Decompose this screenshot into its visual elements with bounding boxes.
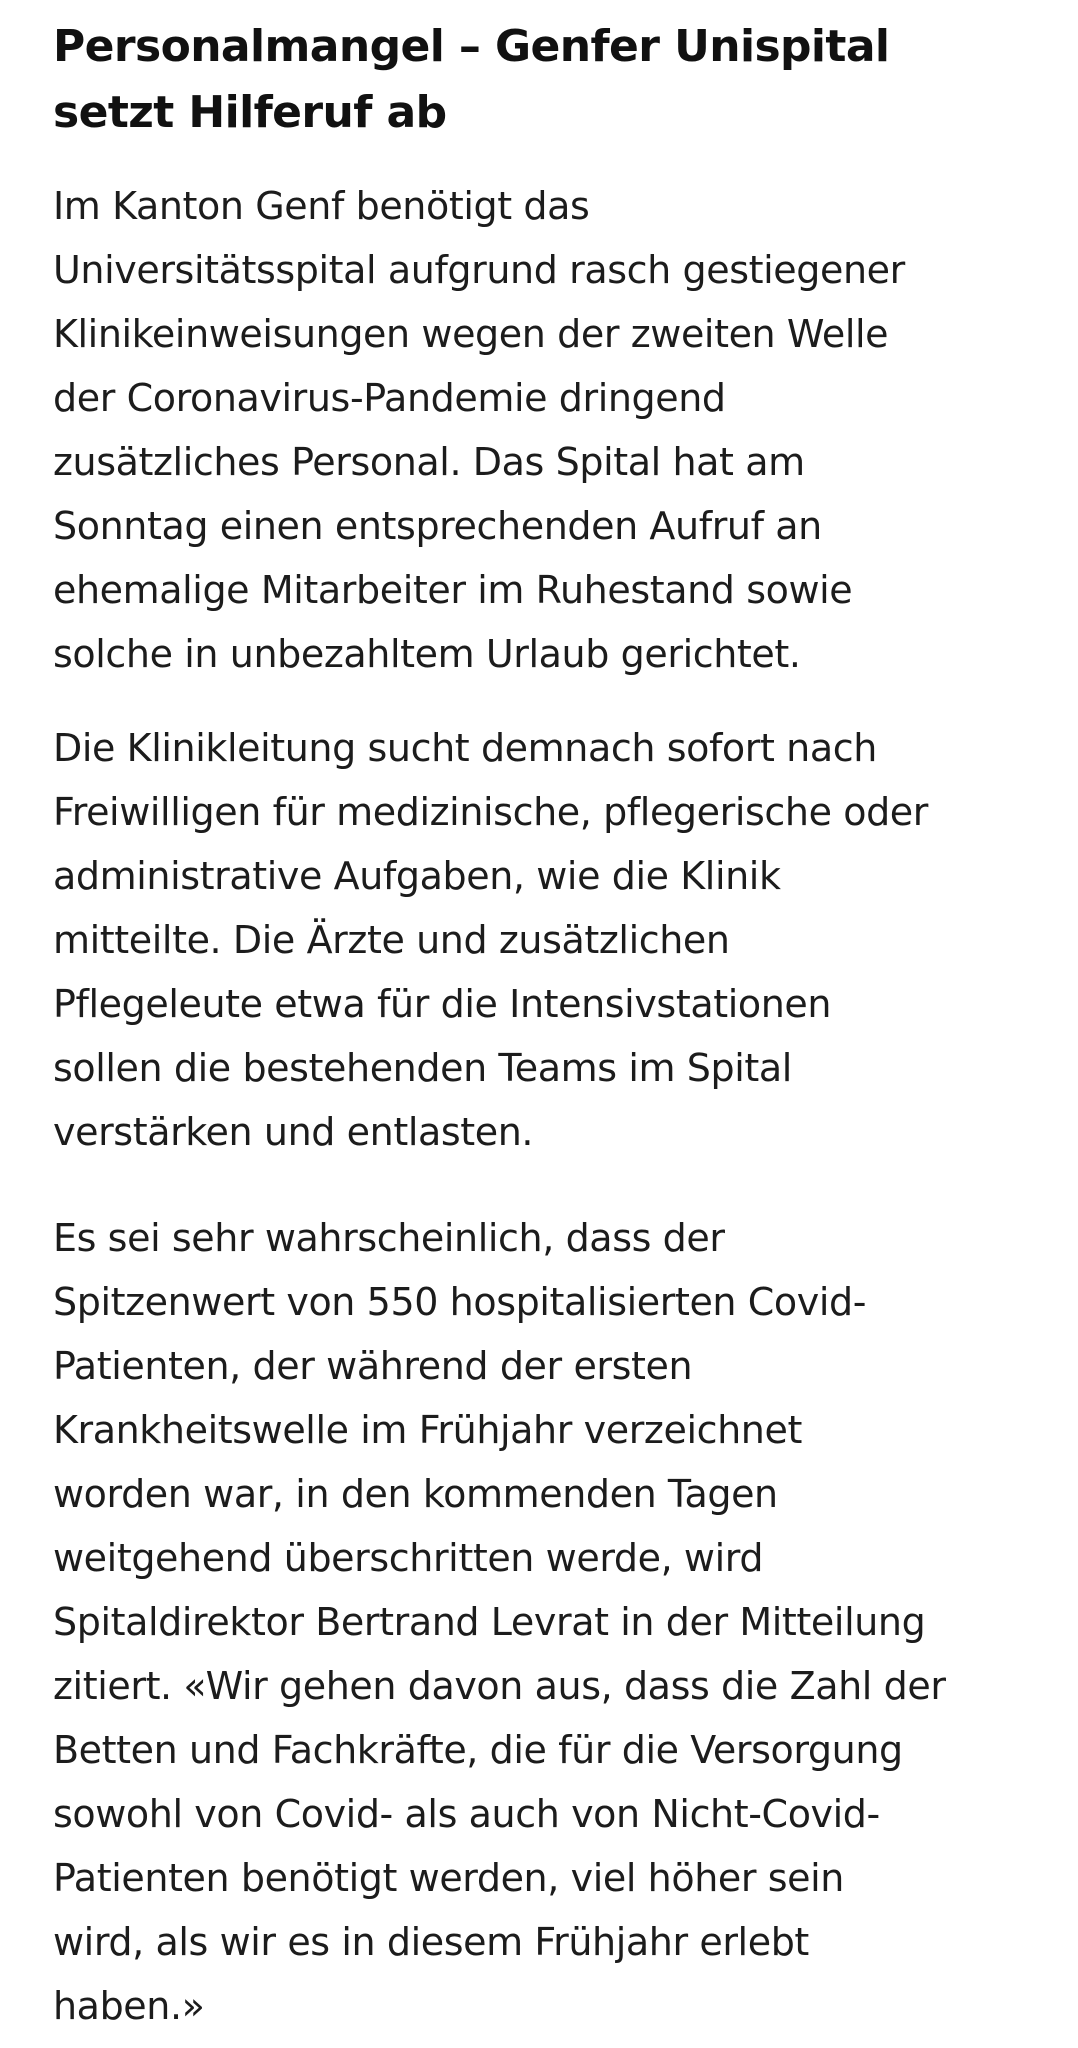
- text-line: zusätzliches Personal. Das Spital hat am: [53, 440, 805, 484]
- text-line: Betten und Fachkräfte, die für die Versorgung: [53, 1728, 903, 1772]
- text-line: Pflegeleute etwa für die Intensivstationen: [53, 982, 832, 1026]
- text-line: haben.»: [53, 1984, 205, 2028]
- text-line: Spitzenwert von 550 hospitalisierten Covid-: [53, 1280, 867, 1324]
- article: [53, 14, 1053, 2038]
- text-line: solche in unbezahltem Urlaub gerichtet.: [53, 632, 801, 676]
- text-line: administrative Aufgaben, wie die Klinik: [53, 854, 781, 898]
- text-line: Die Klinikleitung sucht demnach sofort nach: [53, 726, 877, 770]
- text-line: Freiwilligen für medizinische, pflegerische oder: [53, 790, 929, 834]
- title-line: Personalmangel – Genfer Unispital: [53, 21, 890, 72]
- text-line: sowohl von Covid- als auch von Nicht-Covid-: [53, 1792, 880, 1836]
- text-line: der Coronavirus-Pandemie dringend: [53, 376, 726, 420]
- text-line: wird, als wir es in diesem Frühjahr erlebt: [53, 1920, 809, 1964]
- title-line: setzt Hilferuf ab: [53, 87, 447, 138]
- text-line: Es sei sehr wahrscheinlich, dass der: [53, 1216, 725, 1260]
- text-line: Patienten, der während der ersten: [53, 1344, 693, 1388]
- text-line: Krankheitswelle im Frühjahr verzeichnet: [53, 1408, 802, 1452]
- text-line: Patienten benötigt werden, viel höher sein: [53, 1856, 844, 1900]
- text-line: zitiert. «Wir gehen davon aus, dass die Zahl der: [53, 1664, 946, 1708]
- text-line: sollen die bestehenden Teams im Spital: [53, 1046, 792, 1090]
- text-line: Sonntag einen entsprechenden Aufruf an: [53, 504, 822, 548]
- paragraph-1: [53, 174, 1053, 686]
- text-line: Im Kanton Genf benötigt das: [53, 184, 590, 228]
- text-line: worden war, in den kommenden Tagen: [53, 1472, 778, 1516]
- article-title: [53, 14, 1033, 146]
- text-line: verstärken und entlasten.: [53, 1110, 534, 1154]
- text-line: Spitaldirektor Bertrand Levrat in der Mitteilung: [53, 1600, 926, 1644]
- paragraph-3: [53, 1206, 1053, 2038]
- paragraph-2: [53, 716, 1053, 1164]
- text-line: mitteilte. Die Ärzte und zusätzlichen: [53, 918, 730, 962]
- text-line: Klinikeinweisungen wegen der zweiten Welle: [53, 312, 889, 356]
- text-line: weitgehend überschritten werde, wird: [53, 1536, 764, 1580]
- text-line: Universitätsspital aufgrund rasch gestiegener: [53, 248, 905, 292]
- text-line: ehemalige Mitarbeiter im Ruhestand sowie: [53, 568, 853, 612]
